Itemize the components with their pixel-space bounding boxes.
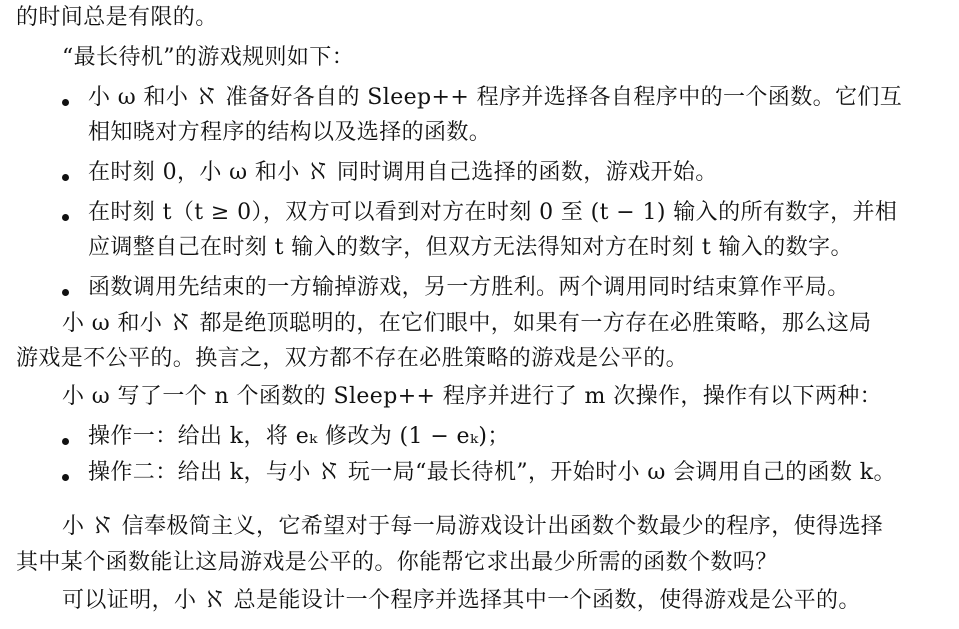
text-line: 小 ℵ 信奉极简主义，它希望对于每一局游戏设计出函数个数最少的程序，使得选择 xyxy=(62,514,884,539)
text-line: “最长待机”的游戏规则如下： xyxy=(62,45,355,70)
text-line: 操作一：给出 k，将 eₖ 修改为 (1 − eₖ)； xyxy=(88,424,510,449)
bullet-marker xyxy=(62,438,69,445)
text-line: 的时间总是有限的。 xyxy=(16,5,218,30)
text-line: 应调整自己在时刻 t 输入的数字，但双方无法得知对方在时刻 t 输入的数字。 xyxy=(88,235,853,260)
text-line: 函数调用先结束的一方输掉游戏，另一方胜利。两个调用同时结束算作平局。 xyxy=(88,275,850,300)
text-line: 其中某个函数能让这局游戏是公平的。你能帮它求出最少所需的函数个数吗？ xyxy=(16,550,778,575)
text-line: 相知晓对方程序的结构以及选择的函数。 xyxy=(88,120,492,145)
text-line: 小 ω 和小 ℵ 准备好各自的 Sleep++ 程序并选择各自程序中的一个函数。它们互 xyxy=(88,85,903,110)
text-line: 小 ω 写了一个 n 个函数的 Sleep++ 程序并进行了 m 次操作，操作有以下两种： xyxy=(62,384,883,409)
text-line: 可以证明，小 ℵ 总是能设计一个程序并选择其中一个函数，使得游戏是公平的。 xyxy=(62,588,861,613)
text-line: 在时刻 0，小 ω 和小 ℵ 同时调用自己选择的函数，游戏开始。 xyxy=(88,160,718,185)
bullet-marker xyxy=(62,174,69,181)
text-line: 操作二：给出 k，与小 ℵ 玩一局“最长待机”，开始时小 ω 会调用自己的函数 k。 xyxy=(88,460,896,485)
bullet-marker xyxy=(62,99,69,106)
bullet-marker xyxy=(62,289,69,296)
text-line: 小 ω 和小 ℵ 都是绝顶聪明的，在它们眼中，如果有一方存在必胜策略，那么这局 xyxy=(62,311,872,336)
bullet-marker xyxy=(62,214,69,221)
text-line: 在时刻 t（t ≥ 0），双方可以看到对方在时刻 0 至 (t − 1) 输入的所有数字，并相 xyxy=(88,200,898,225)
text-line: 游戏是不公平的。换言之，双方都不存在必胜策略的游戏是公平的。 xyxy=(16,346,689,371)
bullet-marker xyxy=(62,474,69,481)
